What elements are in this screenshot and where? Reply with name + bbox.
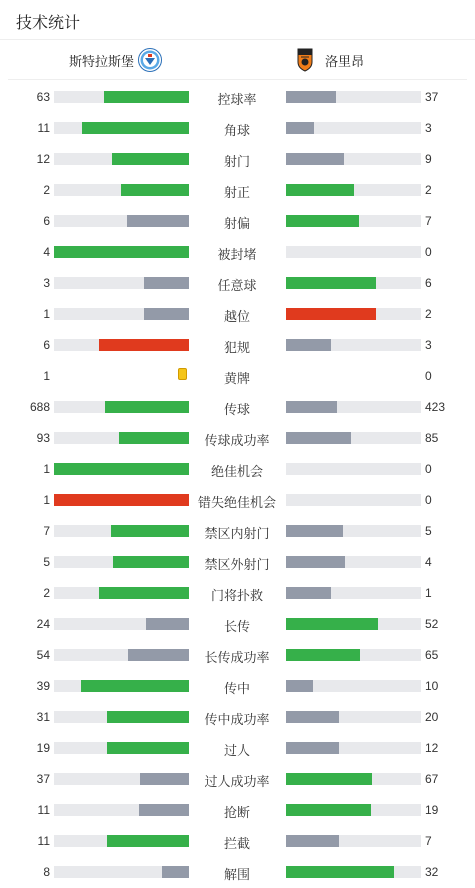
home-stat-bar-track bbox=[54, 432, 189, 444]
away-stat-value: 0 bbox=[425, 245, 432, 259]
away-stat-bar bbox=[286, 773, 372, 785]
away-stat-value: 7 bbox=[425, 834, 432, 848]
home-stat-value: 19 bbox=[36, 741, 50, 755]
stat-label: 门将扑救 bbox=[210, 588, 263, 603]
home-stat-bar bbox=[162, 866, 189, 878]
stat-label: 长传 bbox=[223, 619, 250, 634]
home-stat-bar-track bbox=[54, 463, 189, 475]
home-stat-value: 3 bbox=[43, 276, 50, 290]
stat-row bbox=[0, 639, 475, 670]
stat-row bbox=[0, 174, 475, 205]
away-stat-bar-track bbox=[286, 246, 421, 258]
stat-row bbox=[0, 608, 475, 639]
home-stat-bar bbox=[128, 649, 189, 661]
stat-label: 控球率 bbox=[217, 92, 257, 107]
stat-row bbox=[0, 577, 475, 608]
away-stat-bar bbox=[286, 153, 344, 165]
home-stat-bar bbox=[144, 308, 189, 320]
away-stat-bar bbox=[286, 184, 354, 196]
stat-row bbox=[0, 484, 475, 515]
away-stat-value: 423 bbox=[425, 400, 446, 414]
away-stat-value: 5 bbox=[425, 524, 432, 538]
home-stat-bar bbox=[111, 525, 189, 537]
home-stat-value: 93 bbox=[36, 431, 50, 445]
home-stat-bar bbox=[105, 401, 189, 413]
away-stat-value: 67 bbox=[425, 772, 439, 786]
stat-label: 抢断 bbox=[223, 805, 250, 820]
away-stat-bar-track bbox=[286, 680, 421, 692]
home-stat-bar bbox=[113, 556, 189, 568]
away-stat-bar bbox=[286, 556, 345, 568]
stat-row bbox=[0, 515, 475, 546]
away-stat-bar bbox=[286, 680, 313, 692]
away-stat-bar-track bbox=[286, 835, 421, 847]
stat-label: 黄牌 bbox=[223, 371, 250, 386]
stat-row bbox=[0, 546, 475, 577]
home-stat-bar bbox=[121, 184, 189, 196]
away-stat-value: 2 bbox=[425, 307, 432, 321]
home-stat-bar bbox=[119, 432, 189, 444]
away-stat-value: 7 bbox=[425, 214, 432, 228]
home-stat-bar bbox=[99, 587, 189, 599]
home-stat-value: 6 bbox=[43, 338, 50, 352]
stat-label: 角球 bbox=[223, 123, 250, 138]
away-stat-bar-track bbox=[286, 649, 421, 661]
stat-label: 长传成功率 bbox=[204, 650, 270, 665]
stat-label: 拦截 bbox=[223, 836, 250, 851]
home-stat-bar-track bbox=[54, 153, 189, 165]
away-stat-bar-track bbox=[286, 463, 421, 475]
away-stat-bar bbox=[286, 711, 339, 723]
away-stat-value: 52 bbox=[425, 617, 439, 631]
stat-label: 越位 bbox=[223, 309, 250, 324]
home-stat-bar-track bbox=[54, 525, 189, 537]
home-stat-bar bbox=[104, 91, 189, 103]
home-stat-value: 2 bbox=[43, 183, 50, 197]
home-stat-bar-track bbox=[54, 277, 189, 289]
home-stat-bar-track bbox=[54, 680, 189, 692]
away-stat-value: 85 bbox=[425, 431, 439, 445]
away-stat-bar bbox=[286, 742, 339, 754]
home-stat-bar-track bbox=[54, 122, 189, 134]
away-stat-bar bbox=[286, 587, 331, 599]
away-stat-bar-track bbox=[286, 773, 421, 785]
away-stat-bar-track bbox=[286, 866, 421, 878]
away-stat-bar bbox=[286, 432, 351, 444]
home-stat-bar bbox=[140, 773, 189, 785]
teams-row bbox=[8, 40, 467, 80]
home-stat-bar-track bbox=[54, 618, 189, 630]
stat-row bbox=[0, 236, 475, 267]
stat-row bbox=[0, 856, 475, 887]
away-stat-value: 0 bbox=[425, 462, 432, 476]
yellow-card-icon bbox=[178, 368, 187, 380]
away-stat-bar-track bbox=[286, 494, 421, 506]
home-stat-bar bbox=[54, 246, 189, 258]
stat-row bbox=[0, 391, 475, 422]
stats-list bbox=[0, 81, 475, 887]
stat-label: 传球成功率 bbox=[204, 433, 270, 448]
home-stat-bar bbox=[107, 742, 189, 754]
away-stat-bar-track bbox=[286, 91, 421, 103]
stat-row bbox=[0, 825, 475, 856]
away-stat-bar-track bbox=[286, 742, 421, 754]
away-stat-bar bbox=[286, 649, 360, 661]
home-stat-value: 11 bbox=[37, 803, 50, 817]
home-stat-value: 12 bbox=[36, 152, 50, 166]
strasbourg-crest-icon bbox=[138, 48, 162, 72]
home-stat-value: 8 bbox=[43, 865, 50, 879]
away-stat-value: 3 bbox=[425, 121, 432, 135]
home-stat-bar-track bbox=[54, 184, 189, 196]
away-stat-bar-track bbox=[286, 277, 421, 289]
away-stat-bar bbox=[286, 339, 331, 351]
away-stat-value: 19 bbox=[425, 803, 439, 817]
away-stat-value: 20 bbox=[425, 710, 439, 724]
home-stat-bar bbox=[139, 804, 189, 816]
away-stat-value: 4 bbox=[425, 555, 432, 569]
home-stat-value: 54 bbox=[36, 648, 50, 662]
home-stat-bar bbox=[107, 711, 189, 723]
away-stat-bar-track bbox=[286, 432, 421, 444]
away-stat-bar-track bbox=[286, 401, 421, 413]
home-stat-value: 11 bbox=[37, 834, 50, 848]
home-stat-bar-track bbox=[54, 246, 189, 258]
stat-label: 禁区外射门 bbox=[204, 557, 270, 572]
home-stat-bar bbox=[54, 494, 189, 506]
home-stat-bar-track bbox=[54, 339, 189, 351]
away-stat-bar bbox=[286, 401, 337, 413]
home-stat-value: 2 bbox=[43, 586, 50, 600]
away-stat-bar-track bbox=[286, 153, 421, 165]
stat-label: 传中成功率 bbox=[204, 712, 270, 727]
away-stat-bar bbox=[286, 277, 376, 289]
stat-row bbox=[0, 701, 475, 732]
home-stat-bar-track bbox=[54, 773, 189, 785]
stat-label: 过人成功率 bbox=[204, 774, 270, 789]
home-team-name: 斯特拉斯堡 bbox=[68, 53, 134, 69]
away-stat-bar-track bbox=[286, 215, 421, 227]
home-stat-value: 37 bbox=[36, 772, 50, 786]
home-stat-value: 6 bbox=[43, 214, 50, 228]
stat-label: 射偏 bbox=[223, 216, 250, 231]
away-stat-value: 9 bbox=[425, 152, 432, 166]
away-stat-bar-track bbox=[286, 184, 421, 196]
away-stat-bar-track bbox=[286, 587, 421, 599]
away-stat-value: 0 bbox=[425, 369, 432, 383]
home-stat-bar bbox=[81, 680, 189, 692]
stat-label: 错失绝佳机会 bbox=[197, 495, 276, 510]
home-stat-bar-track bbox=[54, 804, 189, 816]
stat-row bbox=[0, 205, 475, 236]
away-team[interactable] bbox=[293, 48, 364, 72]
home-team[interactable] bbox=[69, 48, 162, 72]
home-stat-value: 11 bbox=[37, 121, 50, 135]
stat-label: 过人 bbox=[223, 743, 250, 758]
away-stat-value: 10 bbox=[425, 679, 439, 693]
away-stat-bar bbox=[286, 308, 376, 320]
stat-row bbox=[0, 670, 475, 701]
away-stat-bar-track bbox=[286, 618, 421, 630]
home-stat-value: 24 bbox=[36, 617, 50, 631]
stat-label: 传中 bbox=[223, 681, 250, 696]
stat-label: 射正 bbox=[223, 185, 250, 200]
stat-row bbox=[0, 329, 475, 360]
home-stat-bar-track bbox=[54, 649, 189, 661]
away-stat-bar bbox=[286, 525, 343, 537]
stat-row bbox=[0, 794, 475, 825]
home-stat-bar-track bbox=[54, 835, 189, 847]
home-stat-value: 63 bbox=[36, 90, 50, 104]
away-stat-value: 32 bbox=[425, 865, 439, 879]
home-stat-bar bbox=[99, 339, 189, 351]
stat-label: 解围 bbox=[223, 867, 250, 882]
stat-row bbox=[0, 81, 475, 112]
away-stat-value: 37 bbox=[425, 90, 439, 104]
stats-header bbox=[0, 0, 475, 40]
home-stat-bar bbox=[54, 463, 189, 475]
home-stat-bar bbox=[146, 618, 189, 630]
stat-label: 禁区内射门 bbox=[204, 526, 270, 541]
away-team-name: 洛里昂 bbox=[325, 53, 365, 69]
stat-row bbox=[0, 763, 475, 794]
away-stat-value: 65 bbox=[425, 648, 439, 662]
home-stat-value: 1 bbox=[43, 369, 50, 383]
stat-row bbox=[0, 298, 475, 329]
stat-label: 任意球 bbox=[217, 278, 257, 293]
home-stat-bar bbox=[82, 122, 189, 134]
home-stat-value: 7 bbox=[43, 524, 50, 538]
stat-label: 绝佳机会 bbox=[210, 464, 263, 479]
away-stat-bar bbox=[286, 122, 314, 134]
home-stat-bar-track bbox=[54, 556, 189, 568]
away-stat-value: 2 bbox=[425, 183, 432, 197]
home-stat-bar-track bbox=[54, 711, 189, 723]
away-stat-bar-track bbox=[286, 122, 421, 134]
away-stat-bar-track bbox=[286, 556, 421, 568]
home-stat-bar bbox=[127, 215, 189, 227]
stat-row bbox=[0, 732, 475, 763]
home-stat-bar bbox=[144, 277, 189, 289]
home-stat-bar-track bbox=[54, 494, 189, 506]
stat-row bbox=[0, 453, 475, 484]
away-stat-bar bbox=[286, 215, 359, 227]
stat-row bbox=[0, 143, 475, 174]
away-stat-bar bbox=[286, 618, 378, 630]
stat-row bbox=[0, 267, 475, 298]
home-stat-bar-track bbox=[54, 401, 189, 413]
home-stat-bar-track bbox=[54, 866, 189, 878]
home-stat-bar-track bbox=[54, 742, 189, 754]
home-stat-value: 1 bbox=[43, 493, 50, 507]
home-stat-value: 5 bbox=[43, 555, 50, 569]
home-stat-bar-track bbox=[54, 308, 189, 320]
home-stat-value: 1 bbox=[43, 307, 50, 321]
home-stat-value: 4 bbox=[43, 245, 50, 259]
lorient-crest-icon bbox=[293, 48, 317, 72]
stat-row bbox=[0, 112, 475, 143]
away-stat-value: 1 bbox=[425, 586, 432, 600]
stat-label: 被封堵 bbox=[217, 247, 257, 262]
away-stat-value: 12 bbox=[425, 741, 439, 755]
home-stat-value: 688 bbox=[29, 400, 50, 414]
stat-row bbox=[0, 422, 475, 453]
away-stat-bar-track bbox=[286, 804, 421, 816]
away-stat-value: 6 bbox=[425, 276, 432, 290]
home-stat-bar bbox=[107, 835, 189, 847]
home-stat-value: 39 bbox=[36, 679, 50, 693]
stat-label: 射门 bbox=[223, 154, 250, 169]
away-stat-bar-track bbox=[286, 339, 421, 351]
away-stat-bar-track bbox=[286, 308, 421, 320]
away-stat-bar bbox=[286, 91, 336, 103]
home-stat-bar bbox=[112, 153, 189, 165]
home-stat-bar-track bbox=[54, 91, 189, 103]
home-stat-bar-track bbox=[54, 587, 189, 599]
stat-label: 传球 bbox=[223, 402, 250, 417]
away-stat-value: 3 bbox=[425, 338, 432, 352]
home-stat-value: 1 bbox=[43, 462, 50, 476]
stat-label: 犯规 bbox=[223, 340, 250, 355]
away-stat-bar-track bbox=[286, 525, 421, 537]
away-stat-bar-track bbox=[286, 711, 421, 723]
away-stat-value: 0 bbox=[425, 493, 432, 507]
away-stat-bar bbox=[286, 866, 394, 878]
page-title: 技术统计 bbox=[16, 15, 81, 32]
home-stat-bar-track bbox=[54, 215, 189, 227]
away-stat-bar bbox=[286, 835, 339, 847]
stat-row bbox=[0, 360, 475, 391]
home-stat-value: 31 bbox=[36, 710, 50, 724]
away-stat-bar bbox=[286, 804, 371, 816]
